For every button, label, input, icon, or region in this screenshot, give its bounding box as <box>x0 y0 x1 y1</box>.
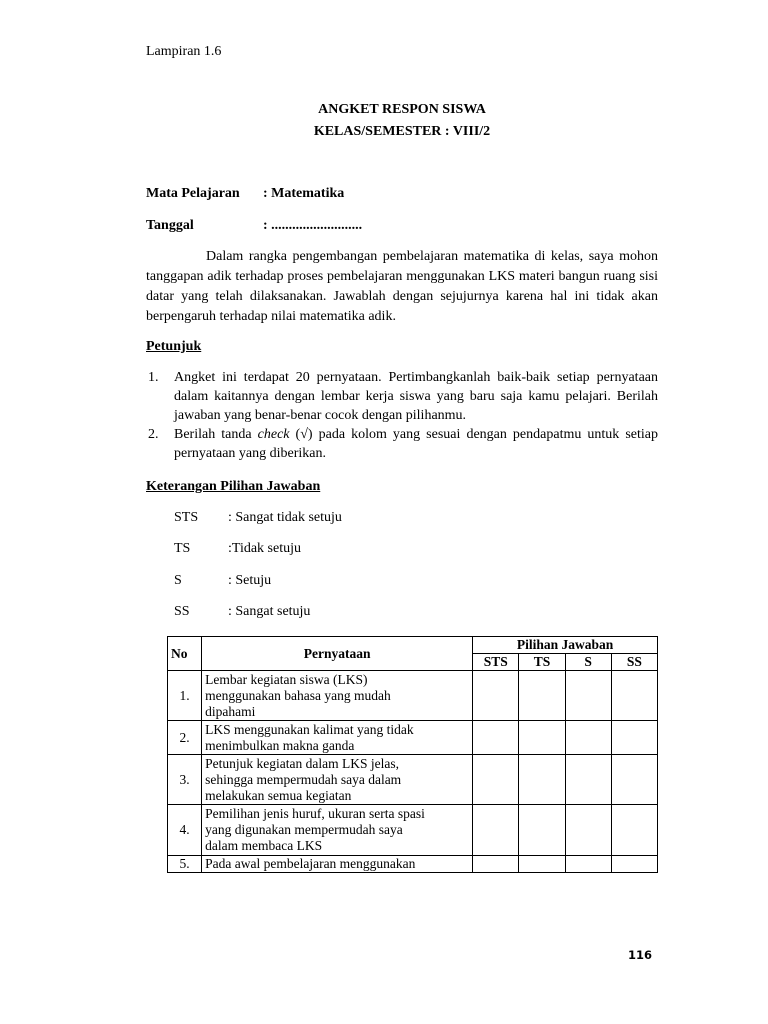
page-number: 116 <box>628 948 653 962</box>
statement-line: menggunakan bahasa yang mudah <box>205 687 391 703</box>
row-statement <box>202 671 473 721</box>
answer-cell-ss[interactable] <box>611 856 657 873</box>
statement-line: Lembar kegiatan siswa (LKS) <box>205 671 368 687</box>
answer-cell-sts[interactable] <box>473 755 519 805</box>
title-line-1: ANGKET RESPON SISWA <box>318 102 486 117</box>
date-label: Tanggal <box>146 218 194 233</box>
row-statement <box>202 805 473 856</box>
instruction-item <box>146 425 658 463</box>
answer-cell-ss[interactable] <box>611 755 657 805</box>
answer-cell-ss[interactable] <box>611 721 657 755</box>
appendix-label: Lampiran 1.6 <box>146 44 222 59</box>
answer-cell-ts[interactable] <box>519 805 565 856</box>
row-number: 5. <box>168 856 202 873</box>
instruction-text-part: (√) pada kolom yang sesuai dengan pendapatmu untuk setiap pernyataan yang diberikan. <box>174 427 658 461</box>
response-table <box>167 636 658 873</box>
row-number: 4. <box>168 805 202 856</box>
answer-cell-sts[interactable] <box>473 805 519 856</box>
statement-line: dipahami <box>205 703 256 719</box>
table-row <box>168 721 658 755</box>
header-no: No <box>168 637 202 671</box>
instruction-item <box>146 368 658 425</box>
legend-description: : Sangat tidak setuju <box>228 510 342 525</box>
instruction-number: 1. <box>148 370 159 385</box>
instruction-text-part: Berilah tanda <box>174 427 258 442</box>
statement-line: Petunjuk kegiatan dalam LKS jelas, <box>205 755 399 771</box>
instruction-text-italic: check <box>257 427 290 442</box>
answer-cell-sts[interactable] <box>473 721 519 755</box>
row-number: 1. <box>168 671 202 721</box>
legend-item <box>0 510 768 530</box>
statement-line: sehingga mempermudah saya dalam <box>205 771 402 787</box>
subject-value: : Matematika <box>263 186 345 201</box>
legend-description: :Tidak setuju <box>228 541 301 556</box>
answer-cell-s[interactable] <box>565 755 611 805</box>
header-choice-ts: TS <box>519 654 565 671</box>
table-row <box>168 856 658 873</box>
legend-item <box>0 573 768 593</box>
header-statement: Pernyataan <box>202 637 473 671</box>
header-choices: Pilihan Jawaban <box>473 637 658 654</box>
header-choice-sts: STS <box>473 654 519 671</box>
statement-line: menimbulkan makna ganda <box>205 737 355 753</box>
legend-list <box>0 510 768 630</box>
legend-code: STS <box>174 510 199 525</box>
legend-item <box>0 541 768 561</box>
row-statement <box>202 856 473 873</box>
table-row <box>168 755 658 805</box>
instruction-text: Angket ini terdapat 20 pernyataan. Pertimbangkanlah baik-baik setiap pernyataan dalam kaitannya dengan lembar kerja siswa yang baru saja kamu pelajari. Berilah jawaban yang benar-benar cocok dengan pilihanmu. <box>174 370 658 423</box>
row-number: 2. <box>168 721 202 755</box>
header-choice-ss: SS <box>611 654 657 671</box>
answer-cell-ts[interactable] <box>519 671 565 721</box>
row-number: 3. <box>168 755 202 805</box>
answer-cell-ts[interactable] <box>519 721 565 755</box>
instruction-number: 2. <box>148 427 159 442</box>
answer-cell-ts[interactable] <box>519 856 565 873</box>
legend-item <box>0 604 768 624</box>
subject-label: Mata Pelajaran <box>146 186 240 201</box>
legend-description: : Setuju <box>228 573 272 588</box>
legend-description: : Sangat setuju <box>228 604 311 619</box>
answer-cell-ts[interactable] <box>519 755 565 805</box>
instructions-list <box>146 368 658 463</box>
legend-code: S <box>174 573 182 588</box>
intro-paragraph: Dalam rangka pengembangan pembelajaran matematika di kelas, saya mohon tanggapan adik terhadap proses pembelajaran menggunakan LKS materi bangun ruang sisi datar yang telah dilaksanakan. Jawablah dengan sejujurnya karena hal ini tidak akan berpengaruh terhadap nilai matematika adik. <box>146 249 658 324</box>
table-row <box>168 805 658 856</box>
statement-line: Pemilihan jenis huruf, ukuran serta spasi <box>205 806 425 821</box>
answer-cell-sts[interactable] <box>473 856 519 873</box>
legend-code: SS <box>174 604 190 619</box>
date-value: : .......................... <box>263 218 363 233</box>
row-statement <box>202 721 473 755</box>
table-header-row <box>168 637 658 654</box>
statement-line: LKS menggunakan kalimat yang tidak <box>205 721 414 737</box>
instruction-text <box>174 427 658 461</box>
statement-line: dalam membaca LKS <box>205 838 323 853</box>
statement-line: melakukan semua kegiatan <box>205 787 352 803</box>
table-row <box>168 671 658 721</box>
row-statement <box>202 755 473 805</box>
header-choice-s: S <box>565 654 611 671</box>
title-line-2: KELAS/SEMESTER : VIII/2 <box>313 124 491 139</box>
legend-heading: Keterangan Pilihan Jawaban <box>146 479 321 494</box>
answer-cell-sts[interactable] <box>473 671 519 721</box>
answer-cell-s[interactable] <box>565 721 611 755</box>
statement-line: Pada awal pembelajaran menggunakan <box>205 856 416 871</box>
answer-cell-ss[interactable] <box>611 671 657 721</box>
answer-cell-s[interactable] <box>565 805 611 856</box>
statement-line: yang digunakan mempermudah saya <box>205 822 403 837</box>
answer-cell-s[interactable] <box>565 856 611 873</box>
answer-cell-s[interactable] <box>565 671 611 721</box>
instructions-heading: Petunjuk <box>146 339 202 354</box>
legend-code: TS <box>174 541 191 556</box>
answer-cell-ss[interactable] <box>611 805 657 856</box>
